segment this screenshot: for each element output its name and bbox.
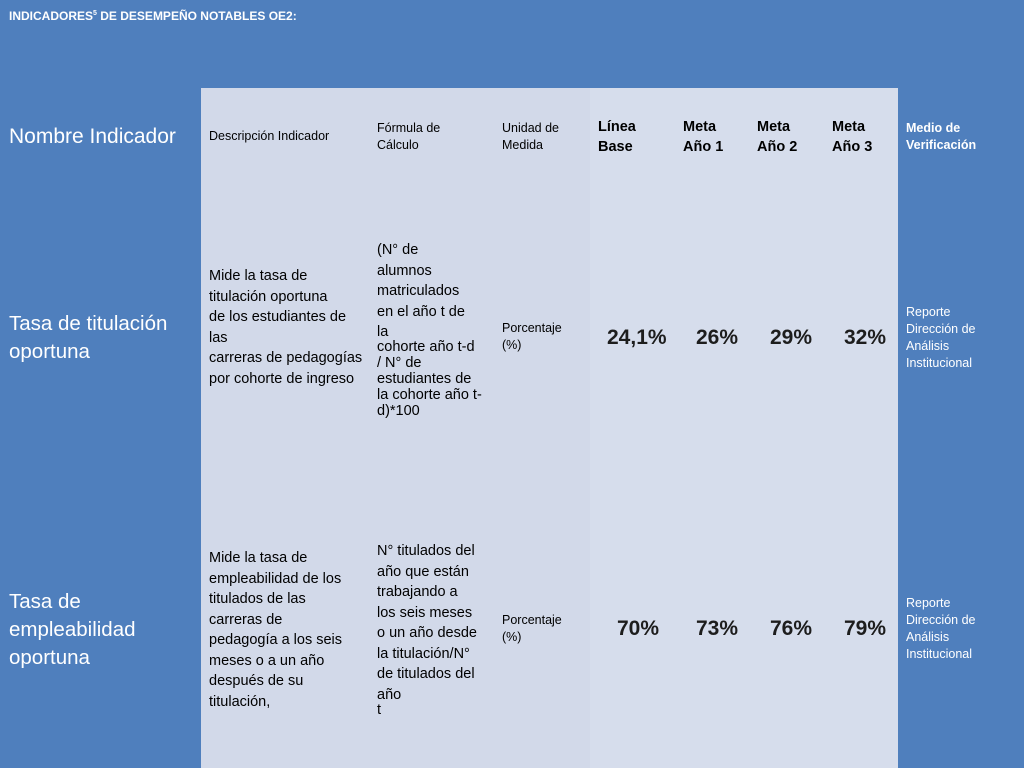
header-verificacion: Medio de Verificación bbox=[906, 121, 977, 152]
row2-descripcion: Mide la tasa de empleabilidad de los titulados de las carreras de pedagogía a los seis meses o a un año después de su titulación, bbox=[209, 550, 343, 710]
row1-verificacion: Reporte Dirección de Análisis Institucional bbox=[906, 305, 976, 370]
column-meta3-bg bbox=[824, 88, 898, 768]
row2-meta-2: 76% bbox=[770, 617, 813, 640]
row1-descripcion: Mide la tasa de titulación oportuna de los estudiantes de las carreras de pedagogías por cohorte de ingreso bbox=[209, 268, 363, 387]
header-meta-1: Meta Año 1 bbox=[683, 119, 724, 155]
row1-unidad: Porcentaje (%) bbox=[502, 321, 562, 352]
header-formula: Fórmula de Cálculo bbox=[377, 121, 441, 152]
row1-formula: (N° de alumnos matriculados en el año t de la bbox=[377, 242, 465, 340]
row2-nombre: Tasa de empleabilidad oportuna bbox=[9, 590, 136, 669]
column-meta2-bg bbox=[749, 88, 824, 768]
column-meta1-bg bbox=[674, 88, 749, 768]
header-descripcion: Descripción Indicador bbox=[209, 129, 330, 143]
header-unidad: Unidad de Medida bbox=[502, 121, 559, 152]
row2-formula-cont: t bbox=[377, 702, 382, 718]
page-title: INDICADORES$^5$ DE DESEMPEÑO NOTABLES OE2: bbox=[9, 9, 297, 23]
row1-meta-2: 29% bbox=[770, 326, 813, 349]
row2-verificacion: Reporte Dirección de Análisis Institucional bbox=[906, 596, 976, 661]
row1-nombre: Tasa de titulación oportuna bbox=[9, 312, 168, 363]
column-base-bg bbox=[590, 88, 674, 768]
row2-formula: N° titulados del año que están trabajando a los seis meses o un año desde la titulación/N° de titulados del año bbox=[377, 543, 477, 703]
header-nombre: Nombre Indicador bbox=[9, 125, 176, 148]
row2-meta-3: 79% bbox=[844, 617, 887, 640]
header-meta-2: Meta Año 2 bbox=[757, 119, 798, 155]
row2-meta-1: 73% bbox=[696, 617, 739, 640]
row2-unidad: Porcentaje (%) bbox=[502, 613, 562, 644]
row2-linea-base: 70% bbox=[617, 617, 660, 640]
header-meta-3: Meta Año 3 bbox=[832, 119, 873, 155]
row1-meta-1: 26% bbox=[696, 326, 739, 349]
header-linea-base: Línea Base bbox=[598, 119, 636, 155]
column-unidad-bg bbox=[494, 88, 590, 768]
row1-formula-cont: cohorte año t-d / N° de estudiantes de la cohorte año t- d)*100 bbox=[377, 339, 482, 419]
row1-linea-base: 24,1% bbox=[607, 326, 667, 349]
row1-meta-3: 32% bbox=[844, 326, 887, 349]
